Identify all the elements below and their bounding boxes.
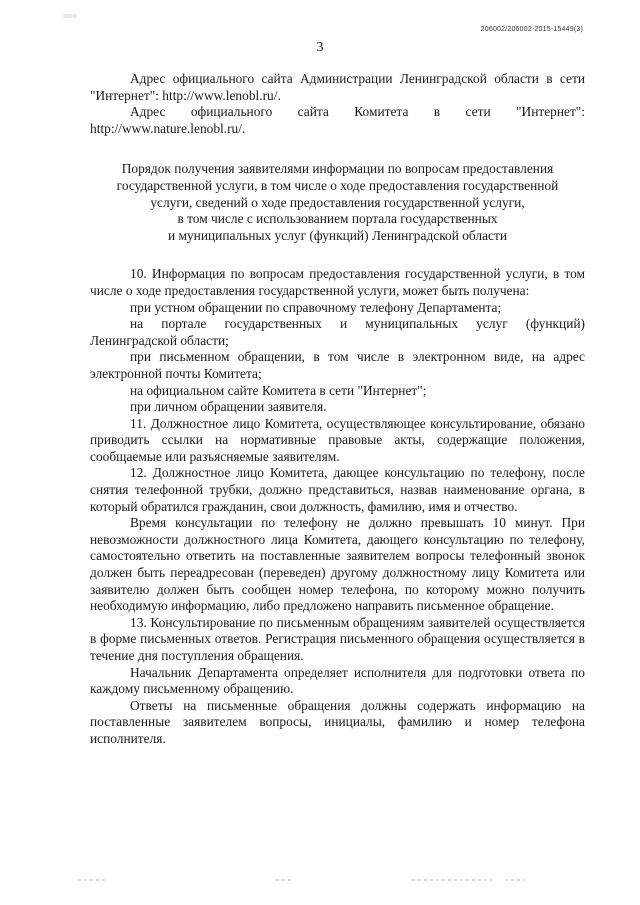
list-item-portal: на портале государственных и муниципальных услуг (функций) Ленинградской области; [90, 316, 585, 348]
heading-line: государственной услуги, в том числе о ходе предоставления государственной [116, 177, 559, 193]
paragraph-10: 10. Информация по вопросам предоставления государственной услуги, в том числе о ходе предоставления государственной услуги, может быть получена: [90, 266, 585, 298]
page-number: 3 [316, 40, 324, 55]
list-item-phone: при устном обращении по справочному телефону Департамента; [130, 299, 502, 315]
paragraph-phone-time: Время консультации по телефону не должно превышать 10 минут. При невозможности должностного лица Комитета, дающего консультацию по телефону, самостоятельно ответить на поставленные заявителем вопросы телефонный звонок должен быть переадресован (переведен) другому должностному лицу Комитета или заявителю должен быть сообщен номер телефона, по которому можно получить необходимую информацию, либо предложено направить письменное обращение. [90, 515, 585, 614]
scan-artifact [78, 879, 108, 881]
heading-line: услуги, сведений о ходе предоставления государственной услуги, [150, 194, 525, 210]
intro-paragraph: Адрес официального сайта Комитета в сети "Интернет": http://www.nature.lenobl.ru/. [90, 104, 585, 136]
list-item-personal: при личном обращении заявителя. [130, 399, 327, 415]
document-body [90, 71, 585, 748]
paragraph-13: 13. Консультирование по письменным обращениям заявителей осуществляется в форме письменных ответов. Регистрация письменного обращения осуществляется в течение дня поступления обращения. [90, 614, 585, 663]
paragraph-head-of-department: Начальник Департамента определяет исполнителя для подготовки ответа по каждому письменному обращению. [90, 664, 585, 697]
document-code: 206002/206002-2015-15449(3) [480, 26, 583, 33]
scan-artifact [276, 879, 294, 881]
heading-line: Порядок получения заявителями информации по вопросам предоставления [121, 161, 554, 177]
scan-artifact [412, 879, 492, 881]
list-item-written: при письменном обращении, в том числе в электронном виде, на адрес электронной почты Комитета; [90, 349, 585, 381]
heading-line: в том числе с использованием портала государственных [177, 211, 498, 227]
paragraph-11: 11. Должностное лицо Комитета, осуществляющее консультирование, обязано приводить ссылки на нормативные правовые акты, содержащие положения, сообщаемые или разъясняемые заявителям. [90, 415, 585, 464]
scan-mark [63, 14, 77, 18]
paragraph-12: 12. Должностное лицо Комитета, дающее консультацию по телефону, после снятия телефонной трубки, должно представиться, назвав наименование органа, в который обратился гражданин, свои должность, фамилию, имя и отчество. [90, 465, 585, 514]
heading-line: и муниципальных услуг (функций) Ленинградской области [167, 227, 507, 243]
paragraph-answers: Ответы на письменные обращения должны содержать информацию на поставленные заявителем вопросы, инициалы, фамилию и номер телефона исполнителя. [90, 697, 585, 746]
list-item-website: на официальном сайте Комитета в сети "Интернет"; [130, 382, 427, 398]
scan-artifact [505, 879, 525, 881]
intro-paragraph: Адрес официального сайта Администрации Ленинградской области в сети "Интернет": http://www.lenobl.ru/. [90, 71, 585, 103]
section-heading [90, 161, 585, 244]
